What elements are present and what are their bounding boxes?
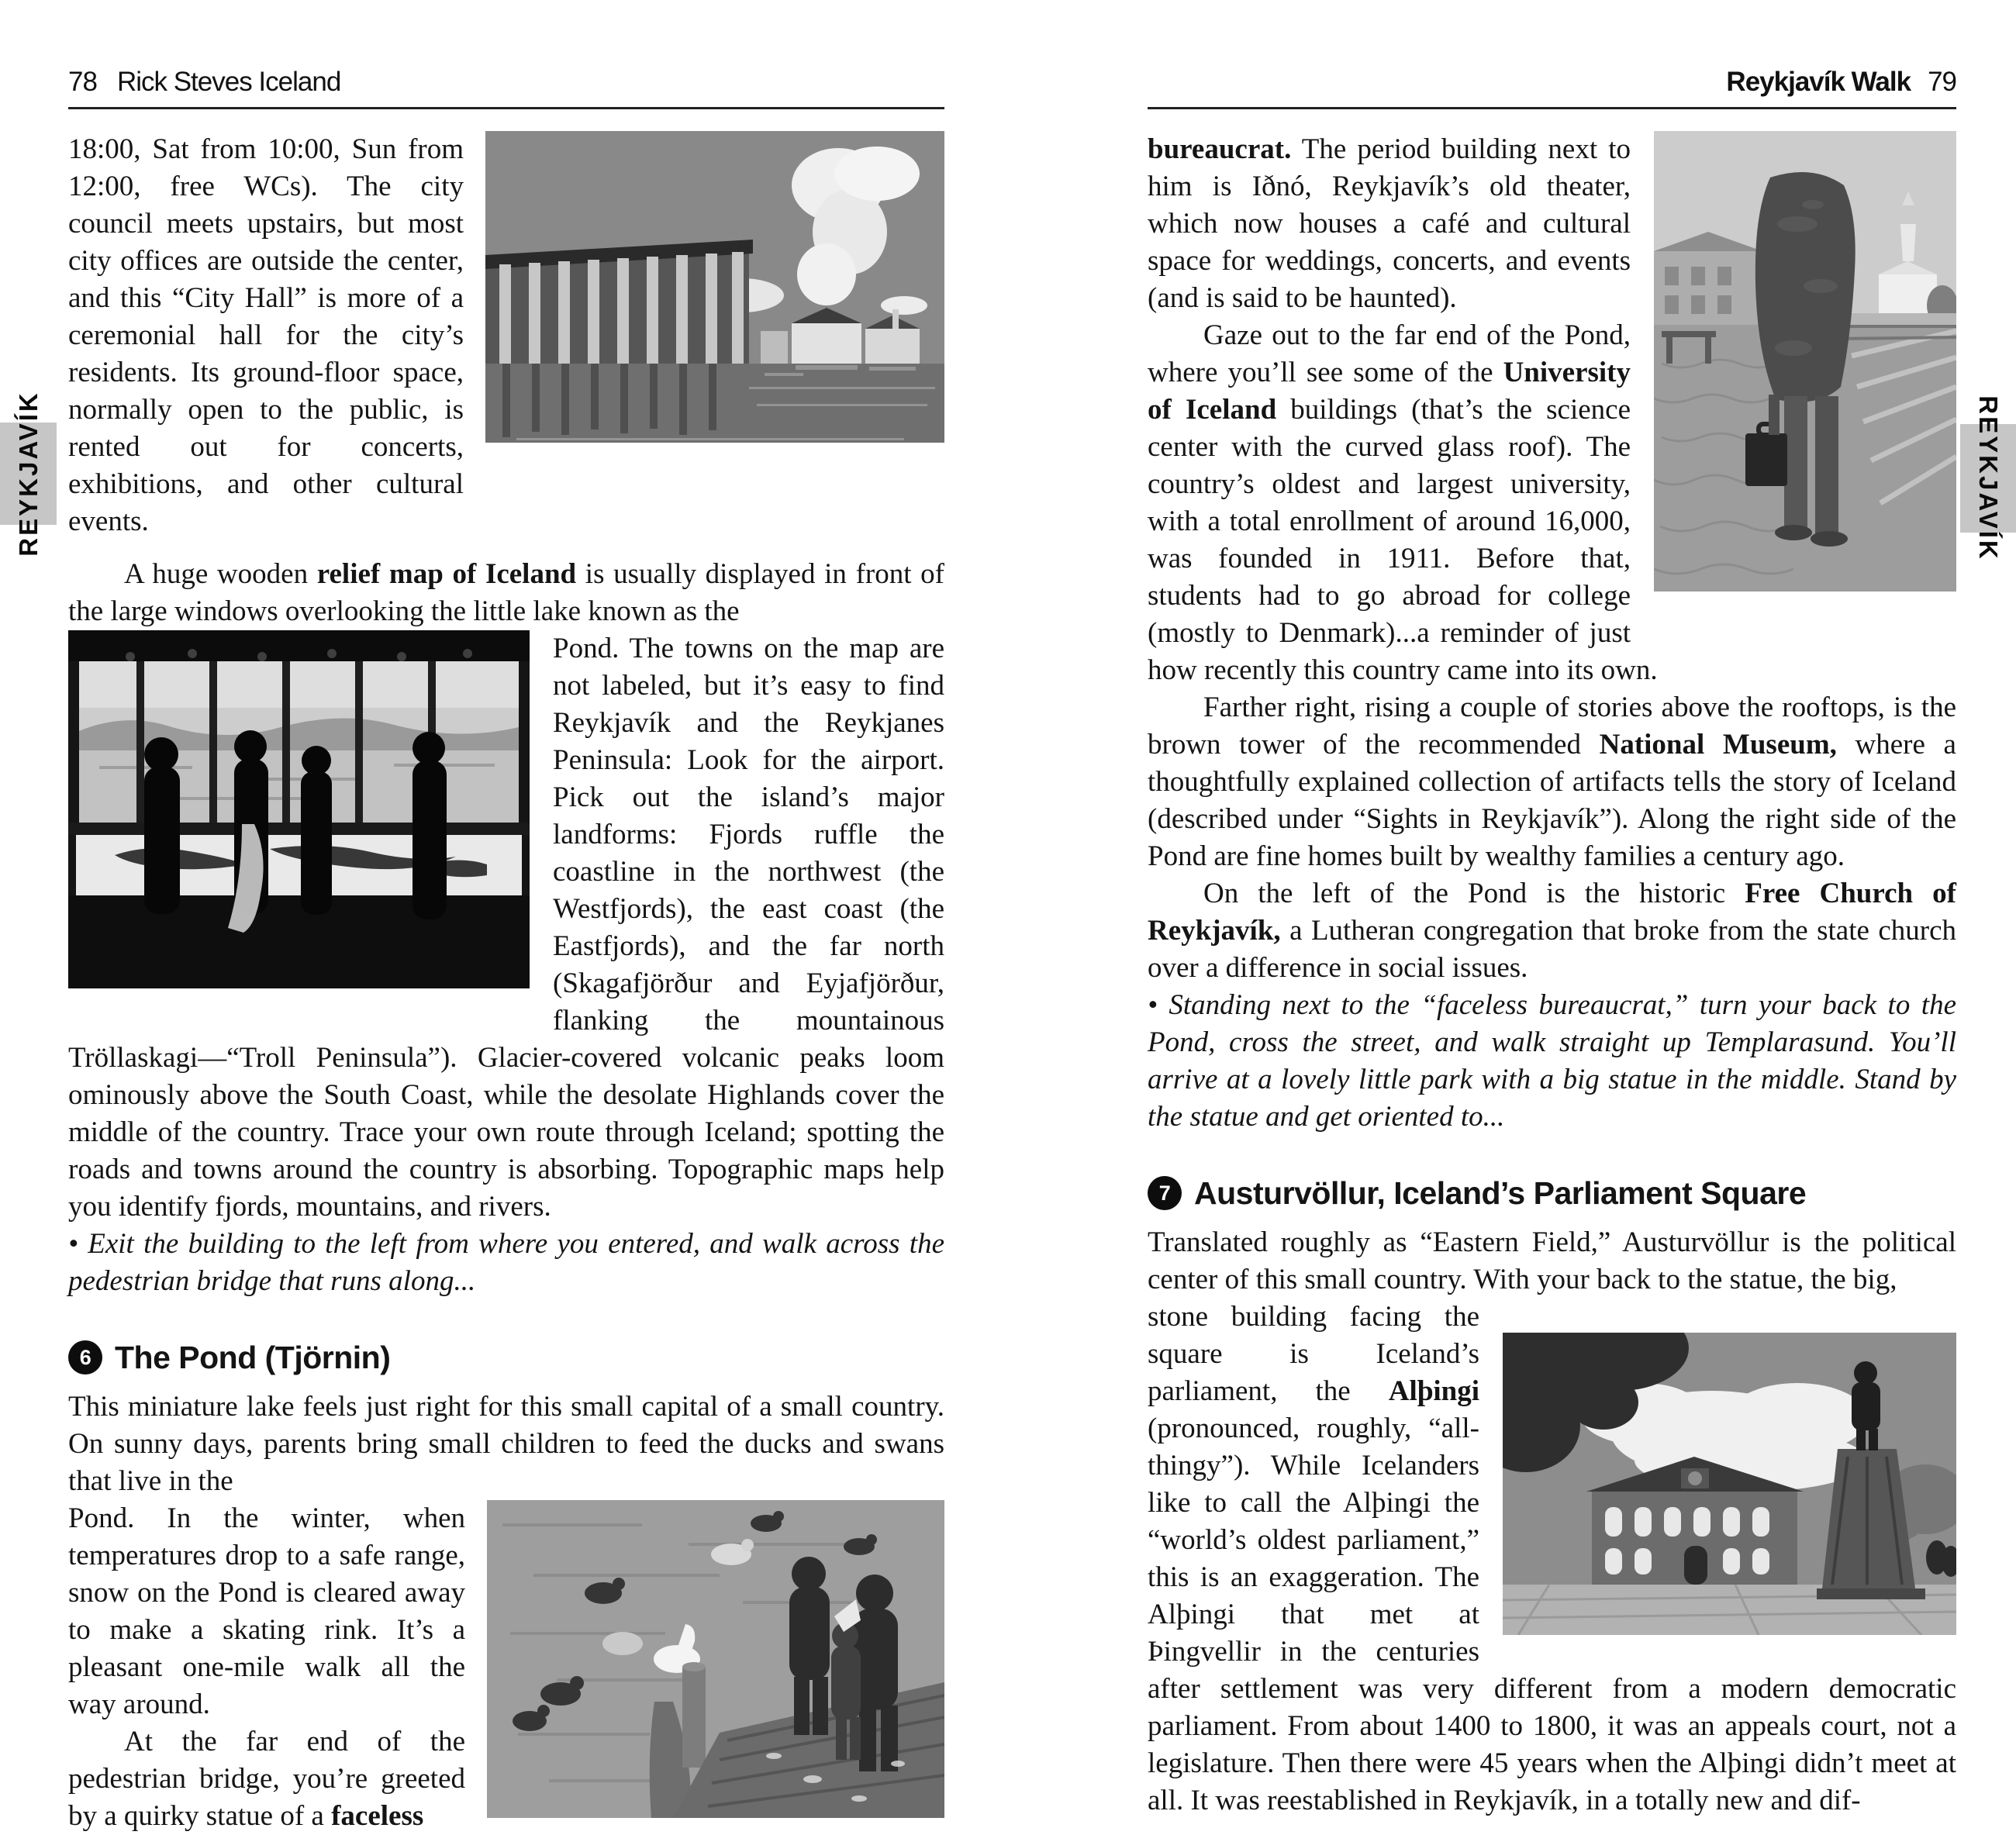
para-church-run: On the left of the Pond is the historic — [1203, 878, 1745, 909]
althingi-bold: Alþingi — [1388, 1375, 1479, 1407]
walk-direction-2 — [1148, 987, 1956, 1136]
walk-direction-2-text: • Standing next to the “faceless bureaucrat,” turn your back to the Pond, cross the street, and walk straight up Templarasund. You’ll arrive at a lovely little park with a big statue in the middle. Stand by the statue and get oriented to... — [1148, 989, 1956, 1133]
relief-map-section — [68, 630, 944, 1226]
para-university-run: Gaze out to the far end of the Pond, where you’ll see some of the — [1148, 319, 1631, 388]
book-title: Rick Steves Iceland — [116, 67, 341, 97]
right-tab-label: REYKJAVÍK — [1974, 395, 2003, 561]
circled-6-marker: 6 — [68, 1340, 102, 1375]
walk-direction-1-text: • Exit the building to the left from where you entered, and walk across the pedestrian bridge that runs along... — [68, 1228, 944, 1297]
parliament-square-photo-graphic — [1503, 1333, 1956, 1635]
para-althingi-run2: (pronounced, roughly, “all-thingy”). While Icelanders like to call the Alþingi the “world’s oldest parliament,” this is an exaggeration. The Alþingi that met at Þingvellir in the centuries after settlement was very different from a modern democratic parliament. From about 1400 to 1800, it was an appeals court, not a legislature. Then there were 45 years when the Alþingi didn’t meet at all. It was reestablished in Reykjavík, in a totally new and dif- — [1148, 1412, 1956, 1816]
section-title-austurvollur: Austurvöllur, Iceland’s Parliament Square — [1194, 1175, 1807, 1211]
para-bureaucrat-text: The period building next to him is Iðnó, Reykjavík’s old theater, which now houses a café and cultural space for weddings, concerts, and events (and is said to be haunted). — [1148, 133, 1631, 314]
para-national-museum — [1148, 689, 1956, 875]
para-relief-intro — [68, 556, 944, 630]
para-faceless-run: At the far end of the pedestrian bridge, you’re greeted by a quirky statue of a — [68, 1726, 465, 1832]
page-78 — [68, 67, 944, 1835]
para-pond-intro — [68, 1388, 944, 1500]
header-rule-left — [68, 107, 944, 109]
relief-map-photo — [68, 630, 530, 1033]
city-hall-section — [68, 131, 944, 540]
para-free-church — [1148, 875, 1956, 987]
section-title-pond: The Pond (Tjörnin) — [115, 1340, 391, 1375]
chapter-title: Reykjavík Walk — [1726, 67, 1911, 97]
section-heading-pond — [68, 1339, 944, 1376]
para-relief-map-text: Pond. The towns on the map are not labeled, but it’s easy to find Reykjavík and the Reykjanes Peninsula: Look for the airport. Pick out the island’s major landforms: Fjords ruffle the coastline in the northwest (the Westfjords), the east coast (the Eastfjords), and the far north (Skagafjörður and Eyjafjörður, flanking the mountainous Tröllaskagi—“Troll Peninsula”). Glacier-covered volcanic peaks loom ominously above the South Coast, while the desolate Highlands cover the middle of the country. Trace your own route through Iceland; spotting the roads and towns around the country is absorbing. Topographic maps help you identify fjords, mountains, and rivers. — [68, 633, 944, 1223]
city-hall-photo-graphic — [485, 131, 944, 443]
para-museum-run2: where a thoughtfully explained collection of artifacts tells the story of Iceland (described under “Sights in Reykjavík”). Along the right side of the Pond are fine homes built by wealthy families a century ago. — [1148, 729, 1956, 872]
para-pond-intro-text: This miniature lake feels just right for this small capital of a small country. On sunny days, parents bring small children to feed the ducks and swans that live in the — [68, 1391, 944, 1497]
relief-intro-run: A huge wooden — [124, 558, 317, 590]
para-museum-run: Farther right, rising a couple of stories above the rooftops, is the brown tower of the recommended — [1148, 692, 1956, 761]
walk-direction-1 — [68, 1226, 944, 1300]
right-edge-tab — [1960, 395, 2016, 561]
left-tab-label: REYKJAVÍK — [13, 391, 43, 557]
header-rule-right — [1148, 107, 1956, 109]
para-university-run2: buildings (that’s the science center with the curved glass roof). The country’s oldest and largest university, with a total enrollment of around 16,000, was founded in 1911. Before that, students had to go abroad for college (mostly to Denmark)...a reminder of just how recently this country came into its own. — [1148, 394, 1658, 686]
relief-map-photo-graphic — [68, 630, 530, 988]
para-althingi-run: stone building facing the square is Iceland’s parliament, the — [1148, 1301, 1479, 1407]
para-austurvollur-intro — [1148, 1224, 1956, 1299]
faceless-bold: faceless — [331, 1800, 424, 1832]
para-city-hall-text: 18:00, Sat from 10:00, Sun from 12:00, free WCs). The city council meets upstairs, but most city offices are outside the center, and this “City Hall” is more of a ceremonial hall for the city’s residents. Its ground-floor space, normally open to the public, is rented out for concerts, exhibitions, and other cultural events. — [68, 133, 464, 537]
para-pond-winter-text: Pond. In the winter, when temperatures drop to a safe range, snow on the Pond is cleared away to make a skating rink. It’s a pleasant one-mile walk all the way around. — [68, 1502, 465, 1720]
university-bold: University of Iceland — [1148, 357, 1631, 426]
city-hall-photo — [485, 131, 944, 556]
pond-section — [68, 1500, 944, 1835]
pond-photo-graphic — [487, 1500, 944, 1818]
relief-intro-run2: is usually displayed in front of the large windows overlooking the little lake known as the — [68, 558, 944, 627]
page-78-header — [68, 67, 944, 99]
page-79-header — [1148, 67, 1956, 99]
bureaucrat-bold: bureaucrat. — [1148, 133, 1292, 165]
left-edge-tab — [0, 391, 57, 557]
relief-map-bold: relief map of Iceland — [316, 558, 577, 590]
pond-photo — [487, 1500, 944, 1829]
page-number-left: 78 — [68, 67, 97, 97]
circled-7-marker: 7 — [1148, 1176, 1182, 1210]
section-heading-austurvollur — [1148, 1174, 1956, 1212]
national-museum-bold: National Museum, — [1599, 729, 1837, 761]
bureaucrat-statue-photo — [1654, 131, 1956, 633]
para-church-run2: a Lutheran congregation that broke from the state church over a difference in social issues. — [1148, 915, 1956, 984]
page-79 — [1148, 67, 1956, 1819]
parliament-section — [1148, 1299, 1956, 1819]
para-austurvollur-intro-text: Translated roughly as “Eastern Field,” Austurvöllur is the political center of this small country. With your back to the statue, the big, — [1148, 1226, 1956, 1295]
free-church-bold: Free Church of Reykjavík, — [1148, 878, 1956, 947]
bureaucrat-section — [1148, 131, 1956, 689]
parliament-square-photo — [1503, 1299, 1956, 1669]
page-number-right: 79 — [1928, 67, 1956, 97]
bureaucrat-statue-photo-graphic — [1654, 131, 1956, 592]
